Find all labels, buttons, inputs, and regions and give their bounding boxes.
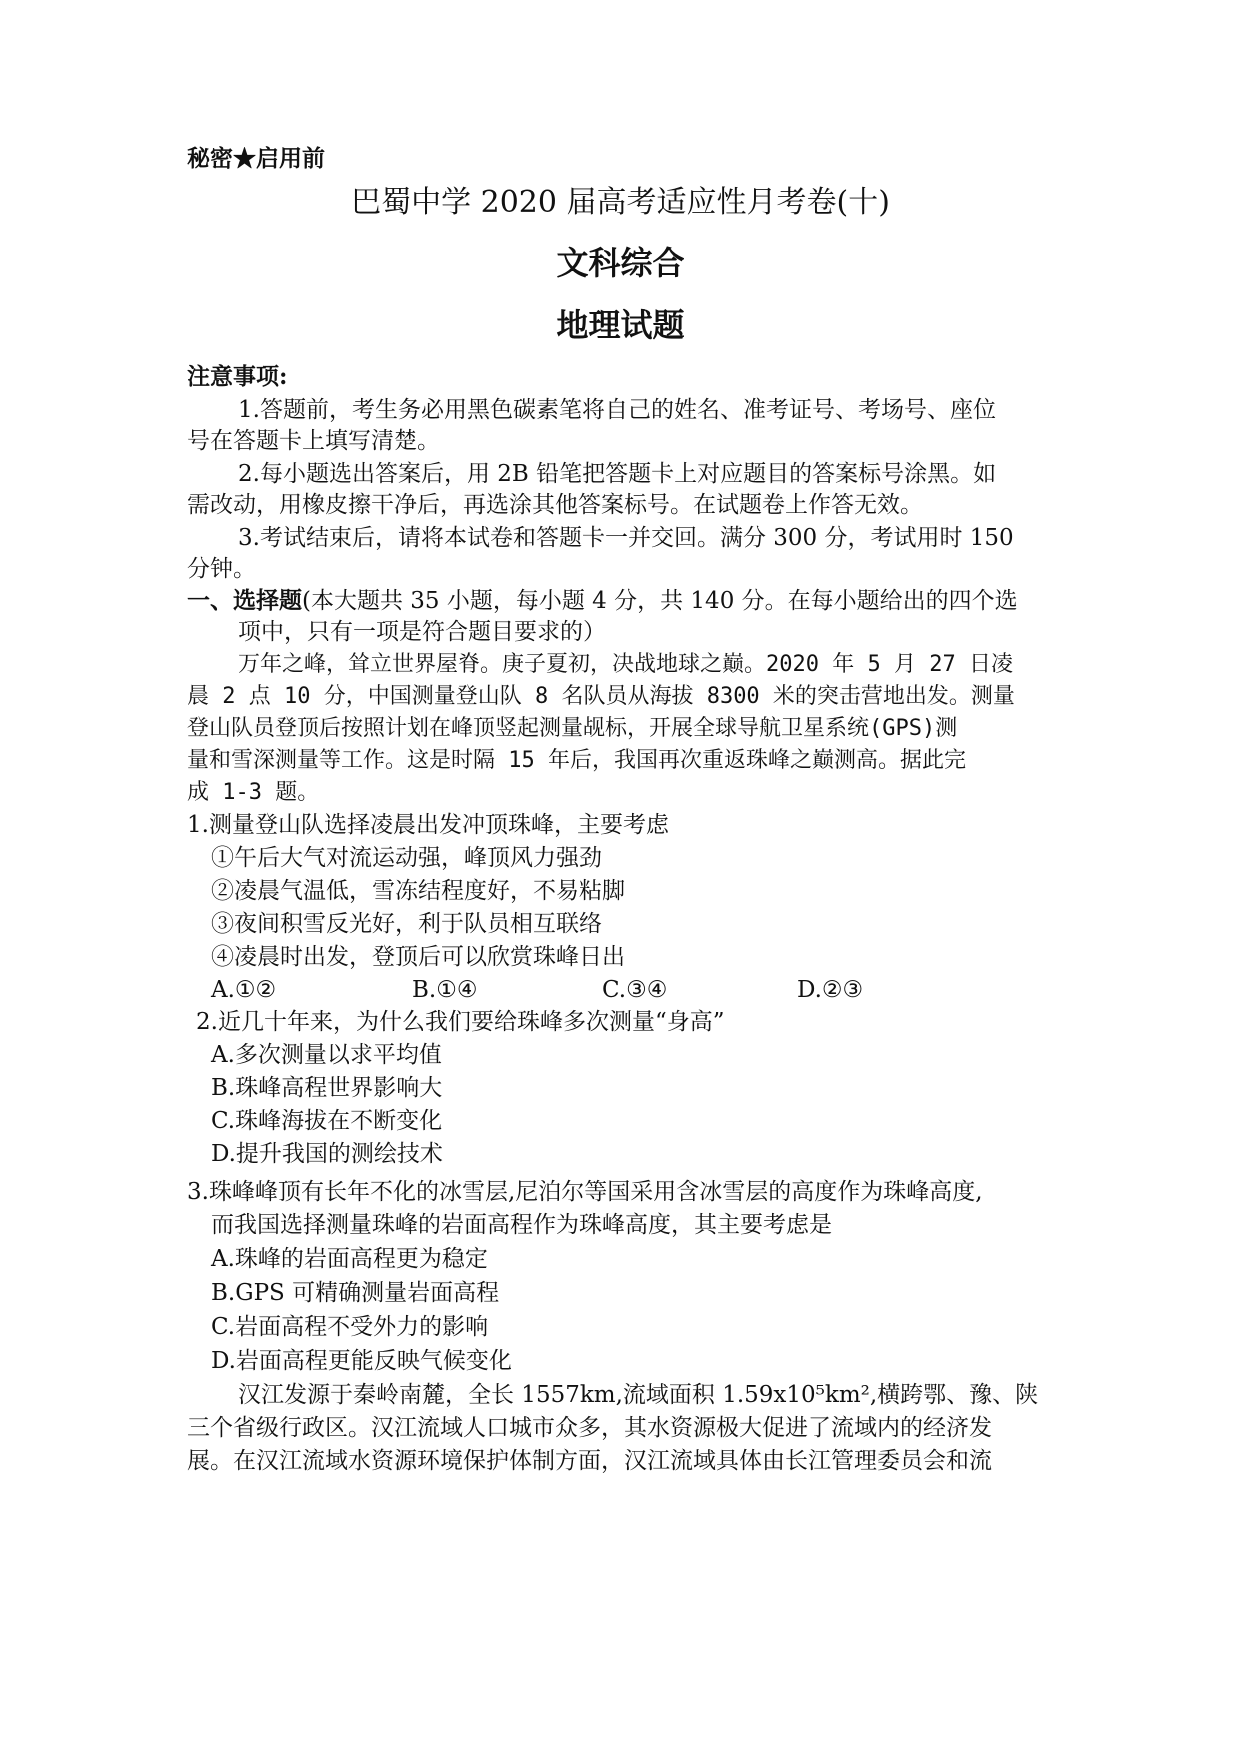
paper-title: 地理试题 (556, 306, 685, 344)
q1-item-4: ④凌晨时出发，登顶后可以欣赏珠峰日出 (211, 944, 625, 970)
q1-stem: 1.测量登山队选择凌晨出发冲顶珠峰，主要考虑 (187, 812, 669, 838)
passage-2-line-2: 三个省级行政区。汉江流域人口城市众多，其水资源极大促进了流域内的经济发 (187, 1415, 992, 1441)
q2-option-a: A.多次测量以求平均值 (211, 1042, 442, 1068)
passage-1-line-2: 晨 2 点 10 分，中国测量登山队 8 名队员从海拔 8300 米的突击营地出发。测量 (187, 684, 1015, 709)
notes-heading: 注意事项: (187, 363, 288, 390)
q2-option-b: B.珠峰高程世界影响大 (211, 1075, 443, 1101)
q3-option-a: A.珠峰的岩面高程更为稳定 (211, 1246, 488, 1272)
q1-option-c: C.③④ (602, 977, 668, 1003)
note-2-line-2: 需改动，用橡皮擦干净后，再选涂其他答案标号。在试题卷上作答无效。 (187, 492, 923, 518)
passage-1-line-4: 量和雪深测量等工作。这是时隔 15 年后，我国再次重返珠峰之巅测高。据此完 (187, 748, 966, 773)
q2-stem: 2.近几十年来，为什么我们要给珠峰多次测量“身高” (196, 1009, 725, 1035)
section-1-line-2: 项中，只有一项是符合题目要求的） (238, 619, 606, 645)
passage-2-line-1: 汉江发源于秦岭南麓，全长 1557km,流域面积 1.59x10⁵km²,横跨鄂、豫、陕 (238, 1382, 1039, 1408)
q2-option-c: C.珠峰海拔在不断变化 (211, 1108, 443, 1134)
note-3-line-1: 3.考试结束后，请将本试卷和答题卡一并交回。满分 300 分，考试用时 150 (238, 525, 1014, 551)
q3-stem-line-2: 而我国选择测量珠峰的岩面高程作为珠峰高度，其主要考虑是 (211, 1212, 832, 1238)
q3-option-b: B.GPS 可精确测量岩面高程 (211, 1280, 500, 1306)
note-1-line-1: 1.答题前，考生务必用黑色碳素笔将自己的姓名、准考证号、考场号、座位 (238, 397, 996, 423)
q1-option-d: D.②③ (797, 977, 864, 1003)
exam-title: 巴蜀中学 2020 届高考适应性月考卷(十) (351, 185, 890, 220)
section-1-heading: 一、选择题 (187, 587, 302, 614)
subject-title: 文科综合 (556, 244, 685, 282)
section-1-line-1 (187, 584, 1018, 618)
passage-2-line-3: 展。在汉江流域水资源环境保护体制方面，汉江流域具体由长江管理委员会和流 (187, 1448, 992, 1474)
q3-option-c: C.岩面高程不受外力的影响 (211, 1314, 489, 1340)
secret-label: 秘密★启用前 (187, 145, 325, 172)
section-1-desc: (本大题共 35 小题，每小题 4 分，共 140 分。在每小题给出的四个选 (302, 588, 1018, 614)
passage-1-line-1: 万年之峰，耸立世界屋脊。庚子夏初，决战地球之巅。2020 年 5 月 27 日凌 (238, 652, 1013, 677)
note-1-line-2: 号在答题卡上填写清楚。 (187, 428, 440, 454)
q2-option-d: D.提升我国的测绘技术 (211, 1141, 443, 1167)
passage-1-line-5: 成 1-3 题。 (187, 780, 320, 805)
q1-option-a: A.①② (211, 977, 277, 1003)
q1-item-3: ③夜间积雪反光好，利于队员相互联络 (211, 911, 602, 937)
note-2-line-1: 2.每小题选出答案后，用 2B 铅笔把答题卡上对应题目的答案标号涂黑。如 (238, 461, 997, 487)
q1-option-b: B.①④ (412, 977, 478, 1003)
q1-item-2: ②凌晨气温低，雪冻结程度好，不易粘脚 (211, 878, 625, 904)
passage-1-line-3: 登山队员登顶后按照计划在峰顶竖起测量觇标，开展全球导航卫星系统(GPS)测 (187, 716, 958, 741)
q1-item-1: ①午后大气对流运动强，峰顶风力强劲 (211, 845, 602, 871)
q3-option-d: D.岩面高程更能反映气候变化 (211, 1348, 512, 1374)
q3-stem-line-1: 3.珠峰峰顶有长年不化的冰雪层,尼泊尔等国采用含冰雪层的高度作为珠峰高度, (187, 1179, 983, 1205)
note-3-line-2: 分钟。 (187, 556, 256, 582)
